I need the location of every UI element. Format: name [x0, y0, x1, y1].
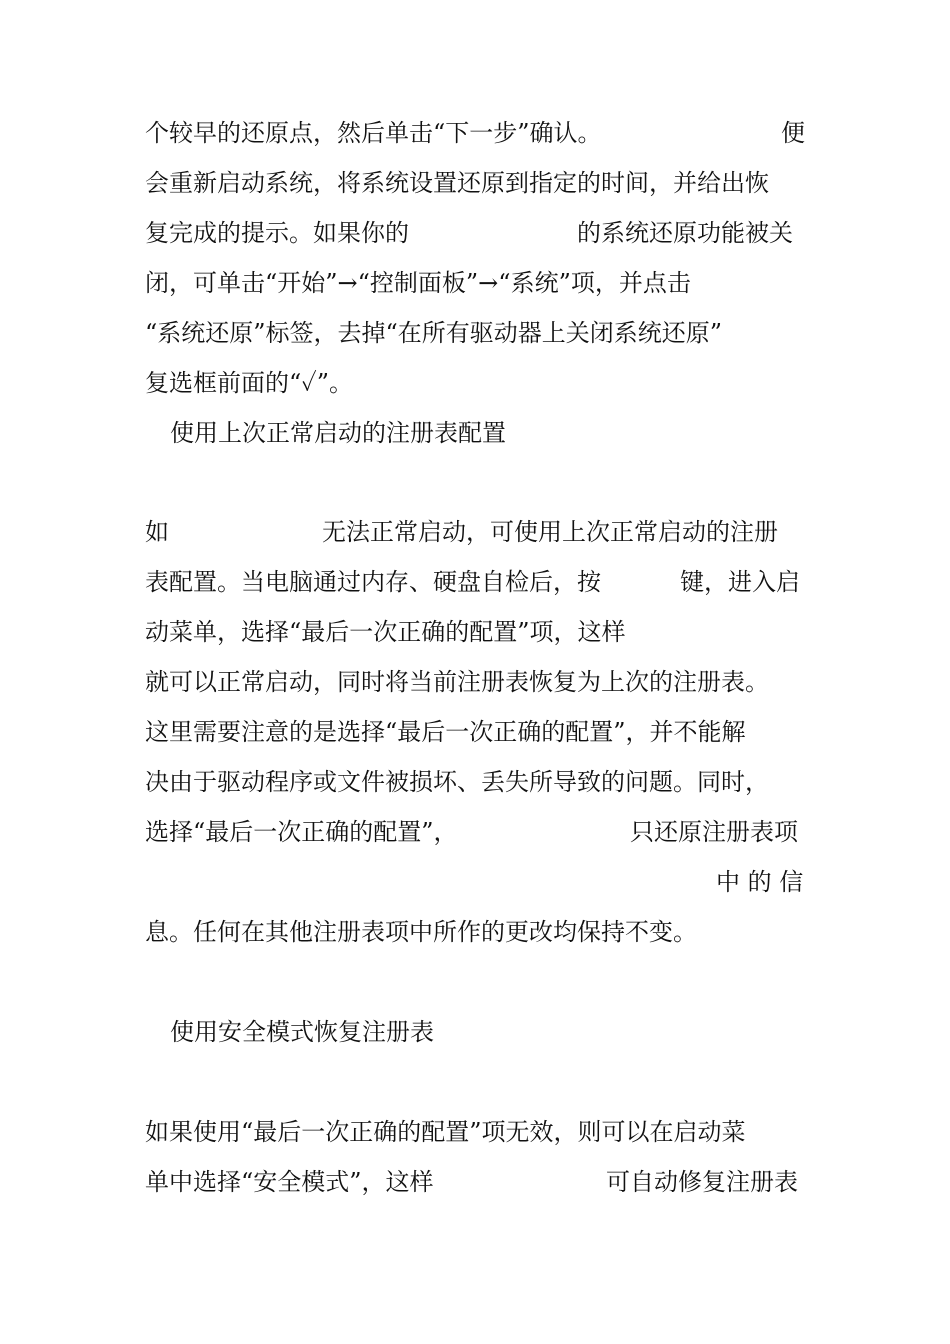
text-segment: 便: [781, 119, 805, 147]
text-line: 决由于驱动程序或文件被损坏、丢失所导致的问题。同时，: [145, 768, 769, 796]
text-line: [145, 117, 805, 149]
section-heading: 使用上次正常启动的注册表配置: [170, 419, 506, 447]
text-line: “系统还原”标签，去掉“在所有驱动器上关闭系统还原”: [145, 319, 723, 347]
text-segment: 的系统还原功能被关: [577, 219, 793, 247]
text-line: 如果使用“最后一次正确的配置”项无效，则可以在启动菜: [145, 1118, 746, 1146]
text-segment: 键，进入启: [680, 568, 800, 596]
text-line: 动菜单，选择“最后一次正确的配置”项，这样: [145, 618, 626, 646]
text-segment: 表配置。当电脑通过内存、硬盘自检后，按: [145, 568, 601, 596]
text-segment: 个较早的还原点，然后单击“下一步”确认。: [145, 119, 602, 147]
text-segment: 选择“最后一次正确的配置”，: [145, 818, 458, 846]
text-line: 这里需要注意的是选择“最后一次正确的配置”，并不能解: [145, 718, 746, 746]
text-line: 就可以正常启动，同时将当前注册表恢复为上次的注册表。: [145, 668, 769, 696]
text-line: 闭，可单击“开始”→“控制面板”→“系统”项，并点击: [145, 269, 691, 297]
text-segment: 可自动修复注册表: [606, 1168, 798, 1196]
text-line: 复选框前面的“✓”。: [145, 369, 354, 397]
text-line: 息。任何在其他注册表项中所作的更改均保持不变。: [145, 918, 697, 946]
text-segment: 无法正常启动，可使用上次正常启动的注册: [322, 518, 778, 546]
text-segment: 只还原注册表项: [630, 818, 798, 846]
text-segment: 如: [145, 518, 169, 546]
text-segment: 单中选择“安全模式”，这样: [145, 1168, 434, 1196]
text-segment: 复完成的提示。如果你的: [145, 219, 409, 247]
text-line: 会重新启动系统，将系统设置还原到指定的时间，并给出恢: [145, 169, 769, 197]
section-heading: 使用安全模式恢复注册表: [170, 1018, 434, 1046]
text-segment: 中 的 信: [716, 868, 804, 896]
